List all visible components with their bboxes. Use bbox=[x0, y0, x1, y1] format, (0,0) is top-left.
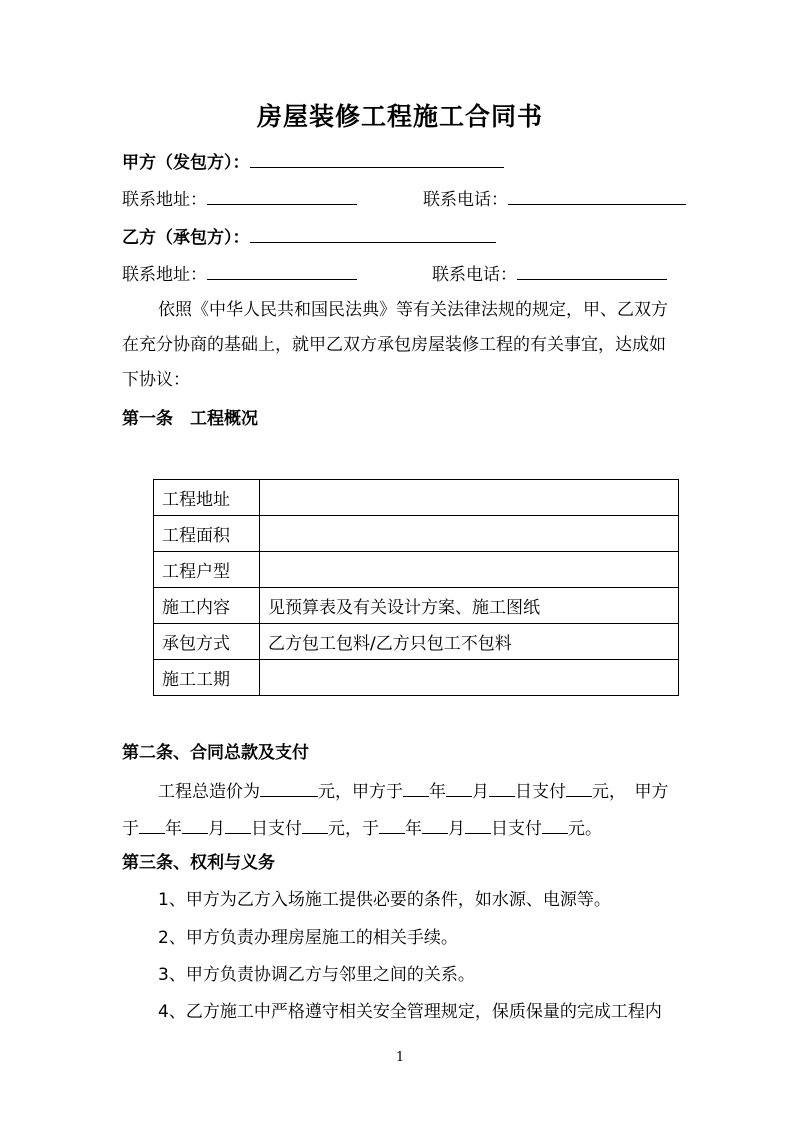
payment-text: 年 bbox=[405, 819, 422, 839]
table-value-cell[interactable] bbox=[260, 480, 679, 516]
payment-text: 元，甲方于 bbox=[318, 782, 403, 802]
party-b-line bbox=[122, 225, 496, 249]
payment-text: 年 bbox=[165, 819, 182, 839]
article-1-heading: 第一条 工程概况 bbox=[122, 409, 258, 429]
payment-text: 年 bbox=[429, 782, 446, 802]
month-blank[interactable] bbox=[422, 816, 448, 834]
table-row bbox=[154, 552, 679, 588]
month-blank[interactable] bbox=[446, 779, 472, 797]
table-row bbox=[154, 480, 679, 516]
payment-text: 于 bbox=[122, 819, 139, 839]
party-b-phone-label: 联系电话： bbox=[432, 265, 517, 285]
party-b-label: 乙方（承包方）： bbox=[122, 228, 250, 248]
table-label-cell: 工程地址 bbox=[154, 480, 260, 516]
party-a-contact-line bbox=[122, 187, 357, 211]
table-value-cell[interactable]: 乙方包工包料/乙方只包工不包料 bbox=[260, 624, 679, 660]
party-b-name-blank[interactable] bbox=[250, 225, 496, 243]
table-label-cell: 施工内容 bbox=[154, 588, 260, 624]
table-row bbox=[154, 516, 679, 552]
article-3-heading: 第三条、权利与义务 bbox=[122, 853, 275, 873]
table-label-cell: 施工工期 bbox=[154, 660, 260, 696]
year-blank[interactable] bbox=[403, 779, 429, 797]
payment-text: 日支付 bbox=[515, 782, 566, 802]
table-label-cell: 工程户型 bbox=[154, 552, 260, 588]
day-blank[interactable] bbox=[225, 816, 251, 834]
party-a-phone-line bbox=[423, 187, 686, 211]
table-value-cell[interactable] bbox=[260, 660, 679, 696]
payment-text: 元。 bbox=[568, 819, 602, 839]
payment-text: 月 bbox=[448, 819, 465, 839]
table-value-cell[interactable] bbox=[260, 516, 679, 552]
table-row bbox=[154, 624, 679, 660]
payment-text: 元， 甲方 bbox=[592, 782, 669, 802]
table-value-cell[interactable] bbox=[260, 552, 679, 588]
party-a-name-blank[interactable] bbox=[250, 150, 504, 168]
month-blank[interactable] bbox=[182, 816, 208, 834]
party-b-address-blank[interactable] bbox=[207, 262, 357, 280]
payment-text: 元，于 bbox=[328, 819, 379, 839]
list-item: 1、甲方为乙方入场施工提供必要的条件，如水源、电源等。 bbox=[158, 890, 611, 910]
party-b-address-label: 联系地址： bbox=[122, 265, 207, 285]
party-a-line bbox=[122, 150, 504, 174]
amount-blank[interactable] bbox=[542, 816, 568, 834]
day-blank[interactable] bbox=[489, 779, 515, 797]
table-row bbox=[154, 660, 679, 696]
preamble-line: 依照《中华人民共和国民法典》等有关法律法规的规定，甲、乙双方 bbox=[158, 300, 668, 320]
day-blank[interactable] bbox=[465, 816, 491, 834]
amount-blank[interactable] bbox=[302, 816, 328, 834]
preamble-line: 下协议： bbox=[122, 370, 190, 390]
party-b-contact-line bbox=[122, 262, 357, 286]
payment-text: 日支付 bbox=[251, 819, 302, 839]
party-b-phone-line bbox=[432, 262, 667, 286]
amount-blank[interactable] bbox=[566, 779, 592, 797]
year-blank[interactable] bbox=[379, 816, 405, 834]
party-a-label: 甲方（发包方）： bbox=[122, 153, 250, 173]
preamble-paragraph bbox=[122, 293, 722, 398]
list-item: 2、甲方负责办理房屋施工的相关手续。 bbox=[158, 928, 458, 948]
party-b-phone-blank[interactable] bbox=[517, 262, 667, 280]
table-label-cell: 工程面积 bbox=[154, 516, 260, 552]
document-title: 房屋装修工程施工合同书 bbox=[256, 102, 543, 131]
list-item: 4、乙方施工中严格遵守相关安全管理规定，保质保量的完成工程内 bbox=[158, 1002, 662, 1022]
party-a-phone-blank[interactable] bbox=[508, 187, 686, 205]
payment-line-2 bbox=[122, 816, 602, 840]
total-price-blank[interactable] bbox=[260, 779, 318, 797]
payment-line-1 bbox=[158, 779, 669, 803]
list-item: 3、甲方负责协调乙方与邻里之间的关系。 bbox=[158, 965, 475, 985]
payment-text: 工程总造价为 bbox=[158, 782, 260, 802]
party-a-address-label: 联系地址： bbox=[122, 190, 207, 210]
table-label-cell: 承包方式 bbox=[154, 624, 260, 660]
payment-text: 月 bbox=[208, 819, 225, 839]
party-a-phone-label: 联系电话： bbox=[423, 190, 508, 210]
table-value-cell[interactable]: 见预算表及有关设计方案、施工图纸 bbox=[260, 588, 679, 624]
table-row bbox=[154, 588, 679, 624]
party-a-address-blank[interactable] bbox=[207, 187, 357, 205]
article-2-heading: 第二条、合同总款及支付 bbox=[122, 743, 309, 763]
page-number: 1 bbox=[395, 1050, 405, 1065]
payment-text: 日支付 bbox=[491, 819, 542, 839]
payment-text: 月 bbox=[472, 782, 489, 802]
year-blank[interactable] bbox=[139, 816, 165, 834]
preamble-line: 在充分协商的基础上，就甲乙双方承包房屋装修工程的有关事宜，达成如 bbox=[122, 335, 666, 355]
project-overview-table bbox=[153, 479, 679, 696]
